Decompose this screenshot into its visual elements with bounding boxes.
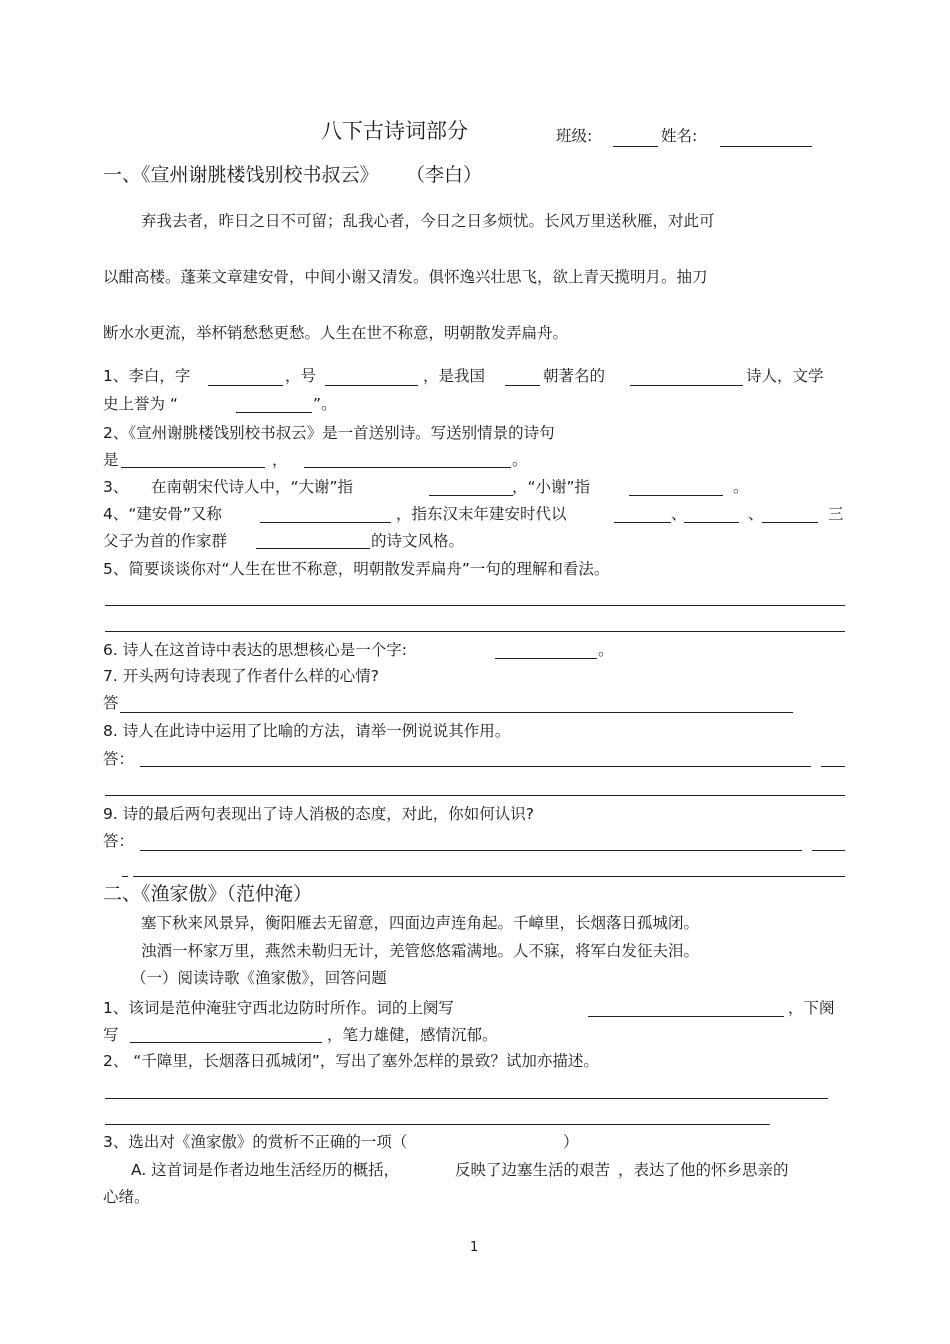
- q8-answer-line-1-tail[interactable]: [821, 766, 845, 767]
- q3-text-b: 在南朝宋代诗人中，“大谢”指: [151, 478, 354, 496]
- q9-answer-line-1-tail[interactable]: [812, 850, 845, 851]
- p2-q2-answer-line-2[interactable]: [105, 1124, 770, 1125]
- q4-text-e: 三: [828, 505, 844, 523]
- p2-q3-text-b: ）: [563, 1133, 579, 1151]
- q9-text: 9. 诗的最后两句表现出了诗人消极的态度，对此，你如何认识?: [103, 805, 534, 823]
- name-field[interactable]: [720, 146, 812, 147]
- q3-text-d: 。: [733, 478, 749, 496]
- q1-text-f: 史上誉为 “: [103, 395, 178, 413]
- p2-q1-text-a: 1、该词是范仲淹驻守西北边防时所作。词的上阕写: [103, 999, 454, 1017]
- q6-end: 。: [598, 641, 614, 659]
- poem2-line-2: 浊酒一杯家万里，燕然未勒归无计，羌管悠悠霜满地。人不寐，将军白发征夫泪。: [141, 942, 700, 960]
- part1-heading: 一、《宣州谢朓楼饯别校书叔云》: [103, 164, 379, 186]
- q1-text-b: ，号: [285, 367, 317, 385]
- poem1-line-2: 以酣高楼。蓬莱文章建安骨，中间小谢又清发。俱怀逸兴壮思飞，欲上青天揽明月。抽刀: [103, 268, 708, 286]
- q4-blank-alias[interactable]: [260, 522, 391, 523]
- q1-blank-hao[interactable]: [325, 385, 418, 386]
- p2-q3-option-a-1: A. 这首词是作者边地生活经历的概括，: [131, 1161, 400, 1179]
- p2-q1-text-c: 写: [103, 1026, 119, 1044]
- q8-answer-line-2[interactable]: [105, 795, 845, 796]
- page-title: 八下古诗词部分: [321, 119, 468, 143]
- q4-blank-name-1[interactable]: [614, 522, 671, 523]
- p2-q3-text-a: 3、选出对《渔家傲》的赏析不正确的一项（: [103, 1133, 408, 1151]
- p2-q3-option-a-2: 反映了边塞生活的艰苦: [455, 1161, 611, 1179]
- q6-blank[interactable]: [495, 658, 597, 659]
- q8-text: 8. 诗人在此诗中运用了比喻的方法，请举一例说说其作用。: [103, 722, 511, 740]
- q7-answer-line[interactable]: [120, 712, 793, 713]
- q3-blank-small-xie[interactable]: [629, 495, 723, 496]
- q6-text: 6. 诗人在这首诗中表达的思想核心是一个字:: [103, 641, 407, 659]
- q9-answer-line-2[interactable]: [133, 876, 845, 877]
- q1-text-a: 1、李白，字: [103, 367, 191, 385]
- p2-q1-text-b: ，下阕: [788, 999, 835, 1017]
- name-label: 姓名:: [661, 127, 698, 145]
- q1-blank-title[interactable]: [236, 412, 312, 413]
- part2-subheading: （一）阅读诗歌《渔家傲》，回答问题: [131, 969, 387, 987]
- q3-text-c: ，“小谢”指: [512, 478, 591, 496]
- q1-text-d: 朝著名的: [543, 367, 606, 385]
- q2-text-c: ，: [272, 451, 288, 469]
- q1-text-g: ”。: [313, 395, 337, 413]
- q1-text-e: 诗人，文学: [746, 367, 824, 385]
- q9-answer-line-2-head[interactable]: [122, 876, 128, 877]
- q4-blank-name-2[interactable]: [684, 522, 739, 523]
- q4-text-g: 的诗文风格。: [371, 532, 465, 550]
- poem2-line-1: 塞下秋来风景异，衡阳雁去无留意，四面边声连角起。千嶂里，长烟落日孤城闭。: [141, 914, 700, 932]
- q8-answer-line-1[interactable]: [140, 766, 811, 767]
- q3-text-a: 3、: [103, 478, 129, 496]
- p2-q2-answer-line-1[interactable]: [105, 1098, 828, 1099]
- q4-blank-name-3[interactable]: [762, 522, 818, 523]
- p2-q3-option-a-3: ，表达了他的怀乡思亲的: [618, 1161, 789, 1179]
- q4-text-a: 4、“建安骨”又称: [103, 505, 222, 523]
- q2-text-a: 2、《宣州谢朓楼饯别校书叔云》是一首送别诗。写送别情景的诗句: [103, 424, 555, 442]
- q9-answer-label: 答：: [103, 832, 135, 850]
- p2-q1-text-d: ，笔力雄健，感情沉郁。: [327, 1026, 498, 1044]
- q2-blank-1[interactable]: [121, 467, 265, 468]
- q9-answer-line-1[interactable]: [140, 850, 802, 851]
- q1-text-c: ，是我国: [423, 367, 486, 385]
- poem1-line-1: 弃我去者，昨日之日不可留；乱我心者，今日之日多烦忧。长风万里送秋雁，对此可: [141, 212, 715, 230]
- p2-q2-text: 2、 “千障里，长烟落日孤城闭”，写出了塞外怎样的景致？试加亦描述。: [103, 1052, 599, 1070]
- part1-author: （李白）: [406, 164, 483, 186]
- q8-answer-label: 答：: [103, 750, 135, 768]
- q1-blank-zi[interactable]: [208, 385, 283, 386]
- q3-blank-big-xie[interactable]: [429, 495, 513, 496]
- p2-q3-option-a-4: 心绪。: [103, 1188, 150, 1206]
- q2-text-b: 是: [103, 451, 119, 469]
- q5-text: 5、简要谈谈你对“人生在世不称意，明朝散发弄扁舟”一句的理解和看法。: [103, 560, 610, 578]
- q4-text-b: ，指东汉末年建安时代以: [396, 505, 567, 523]
- part2-heading: 二、《渔家傲》（范仲淹）: [103, 883, 313, 905]
- q7-answer-label: 答: [103, 694, 119, 712]
- poem1-line-3: 断水水更流，举杯销愁愁更愁。人生在世不称意，明朝散发弄扁舟。: [103, 324, 569, 342]
- q1-blank-type[interactable]: [630, 385, 743, 386]
- q4-sep-1: 、: [671, 505, 687, 523]
- p2-q1-blank-upper[interactable]: [588, 1016, 784, 1017]
- q4-blank-group[interactable]: [256, 548, 370, 549]
- q5-answer-line-1[interactable]: [105, 605, 845, 606]
- class-field[interactable]: [613, 146, 658, 147]
- q7-text: 7. 开头两句诗表现了作者什么样的心情?: [103, 667, 379, 685]
- page-number: 1: [470, 1240, 479, 1255]
- q5-answer-line-2[interactable]: [105, 631, 845, 632]
- q1-blank-dynasty[interactable]: [505, 385, 540, 386]
- q2-blank-2[interactable]: [304, 467, 511, 468]
- q4-text-f: 父子为首的作家群: [103, 532, 228, 550]
- q4-sep-2: 、: [748, 505, 764, 523]
- p2-q1-blank-lower[interactable]: [130, 1042, 322, 1043]
- class-label: 班级:: [556, 127, 593, 145]
- q2-text-d: 。: [512, 451, 528, 469]
